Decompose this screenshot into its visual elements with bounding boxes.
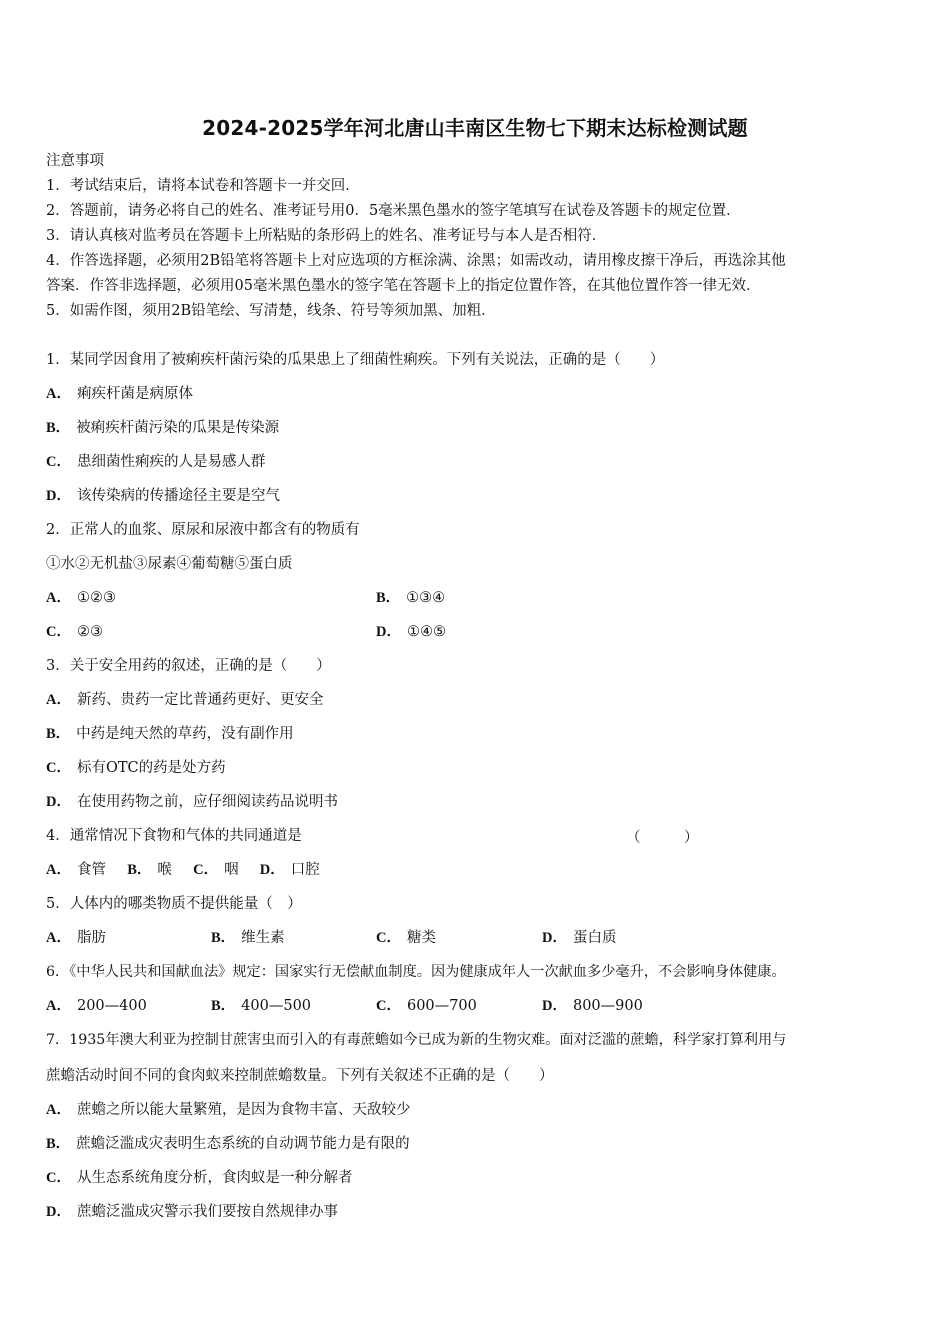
option-text: 蔗蟾泛滥成灾表明生态系统的自动调节能力是有限的	[76, 1136, 410, 1152]
option-text: 患细菌性痢疾的人是易感人群	[76, 454, 266, 470]
question-3-option-a	[46, 690, 323, 710]
option-text: 口腔	[290, 862, 320, 878]
question-2-substances: ①水②无机盐③尿素④葡萄糖⑤蛋白质	[46, 556, 293, 572]
option-text: 维生素	[241, 930, 285, 946]
question-5-option-d	[542, 928, 616, 948]
question-1-option-d	[46, 486, 280, 506]
option-text: 被痢疾杆菌污染的瓜果是传染源	[76, 420, 280, 436]
option-text: 新药、贵药一定比普通药更好、更安全	[76, 692, 324, 708]
question-2-option-d	[376, 622, 446, 642]
option-label: C．	[46, 1170, 71, 1186]
question-5-option-c	[376, 928, 436, 948]
notice-item: 2．答题前，请务必将自己的姓名、准考证号用0．5毫米黑色墨水的签字笔填写在试卷及答题卡的规定位置．	[46, 203, 741, 219]
option-label: A．	[46, 692, 71, 708]
option-label: B．	[376, 590, 401, 606]
question-6-option-a	[46, 996, 147, 1016]
option-label: B．	[211, 998, 236, 1014]
option-label: D．	[46, 794, 71, 810]
question-4-options	[46, 860, 320, 880]
option-label: B．	[46, 420, 71, 436]
option-label: A．	[46, 862, 71, 878]
question-1-option-a	[46, 384, 193, 404]
option-label: A．	[46, 930, 71, 946]
option-text: ①③④	[406, 590, 446, 606]
option-text: 中药是纯天然的草药，没有副作用	[76, 726, 294, 742]
question-6-option-b	[211, 996, 311, 1016]
option-text: 食管	[76, 862, 106, 878]
option-text: 喉	[157, 862, 172, 878]
question-2-option-c	[46, 622, 103, 642]
question-2-stem: 2．正常人的血浆、原尿和尿液中都含有的物质有	[46, 522, 360, 538]
option-label: D．	[46, 488, 71, 504]
option-text: ①②③	[76, 590, 116, 606]
notice-item: 5．如需作图，须用2B铅笔绘、写清楚，线条、符号等须加黑、加粗．	[46, 303, 496, 319]
option-label: C．	[46, 624, 71, 640]
option-label: D．	[259, 862, 285, 878]
option-text: 从生态系统角度分析，食肉蚁是一种分解者	[76, 1170, 353, 1186]
notice-item: 答案．作答非选择题，必须用05毫米黑色墨水的签字笔在答题卡上的指定位置作答，在其他位置作答一律无效．	[46, 278, 761, 294]
question-3-option-c	[46, 758, 226, 778]
option-text: ②③	[76, 624, 103, 640]
option-label: C．	[193, 862, 219, 878]
question-7-option-b	[46, 1134, 410, 1154]
question-2-option-a	[46, 588, 116, 608]
question-5-stem: 5．人体内的哪类物质不提供能量（ ）	[46, 896, 302, 912]
option-text: 在使用药物之前，应仔细阅读药品说明书	[76, 794, 338, 810]
option-text: 400—500	[241, 998, 312, 1014]
question-7-option-c	[46, 1168, 352, 1188]
question-1-stem: 1．某同学因食用了被痢疾杆菌污染的瓜果患上了细菌性痢疾。下列有关说法，正确的是（ ）	[46, 352, 665, 368]
option-text: 脂肪	[76, 930, 106, 946]
option-text: 糖类	[406, 930, 436, 946]
question-2-option-b	[376, 588, 445, 608]
option-label: A．	[46, 590, 71, 606]
notice-heading: 注意事项	[46, 153, 104, 169]
question-1-option-b	[46, 418, 279, 438]
option-text: 蛋白质	[572, 930, 617, 946]
question-3-option-b	[46, 724, 294, 744]
option-label: D．	[542, 998, 567, 1014]
question-4-stem: 4．通常情况下食物和气体的共同通道是	[46, 828, 302, 844]
option-label: D．	[376, 624, 401, 640]
option-label: B．	[46, 726, 71, 742]
question-1-option-c	[46, 452, 265, 472]
option-label: B．	[46, 1136, 71, 1152]
option-text: 蔗蟾之所以能大量繁殖，是因为食物丰富、天敌较少	[76, 1102, 411, 1118]
option-text: 咽	[224, 862, 239, 878]
answer-parenthesis: （ ）	[626, 830, 699, 846]
question-3-option-d	[46, 792, 338, 812]
option-label: D．	[46, 1204, 71, 1220]
option-text: 200—400	[76, 998, 147, 1014]
option-label: A．	[46, 998, 71, 1014]
page-title: 2024-2025学年河北唐山丰南区生物七下期末达标检测试题	[202, 116, 748, 140]
option-text: 标有OTC的药是处方药	[76, 760, 226, 776]
question-7-option-a	[46, 1100, 410, 1120]
question-3-stem: 3．关于安全用药的叙述，正确的是（ ）	[46, 658, 331, 674]
question-6-option-d	[542, 996, 643, 1016]
option-label: A．	[46, 1102, 71, 1118]
option-label: D．	[542, 930, 567, 946]
question-5-option-b	[211, 928, 285, 948]
notice-item: 4．作答选择题，必须用2B铅笔将答题卡上对应选项的方框涂满、涂黑；如需改动，请用橡皮擦干净后，再选涂其他	[46, 253, 786, 269]
option-label: C．	[46, 454, 71, 470]
option-label: B．	[127, 862, 152, 878]
option-text: ①④⑤	[406, 624, 446, 640]
option-label: C．	[46, 760, 71, 776]
option-text: 痢疾杆菌是病原体	[76, 386, 193, 402]
question-7-option-d	[46, 1202, 338, 1222]
question-5-option-a	[46, 928, 106, 948]
option-text: 600—700	[406, 998, 477, 1014]
notice-item: 1．考试结束后，请将本试卷和答题卡一并交回．	[46, 178, 360, 194]
option-label: A．	[46, 386, 71, 402]
option-label: B．	[211, 930, 236, 946]
option-text: 蔗蟾泛滥成灾警示我们要按自然规律办事	[76, 1204, 338, 1220]
question-7-stem-line1: 7．1935年澳大利亚为控制甘蔗害虫而引入的有毒蔗蟾如今已成为新的生物灾难。面对泛滥的蔗蟾，科学家打算利用与	[46, 1032, 787, 1048]
question-7-stem-line2: 蔗蟾活动时间不同的食肉蚁来控制蔗蟾数量。下列有关叙述不正确的是（ ）	[46, 1068, 554, 1084]
option-label: C．	[376, 930, 401, 946]
option-text: 800—900	[572, 998, 643, 1014]
notice-item: 3．请认真核对监考员在答题卡上所粘贴的条形码上的姓名、准考证号与本人是否相符．	[46, 228, 607, 244]
question-6-stem: 6．《中华人民共和国献血法》规定：国家实行无偿献血制度。因为健康成年人一次献血多少毫升，不会影响身体健康。	[46, 964, 786, 980]
option-label: C．	[376, 998, 401, 1014]
option-text: 该传染病的传播途径主要是空气	[76, 488, 280, 504]
question-6-option-c	[376, 996, 477, 1016]
